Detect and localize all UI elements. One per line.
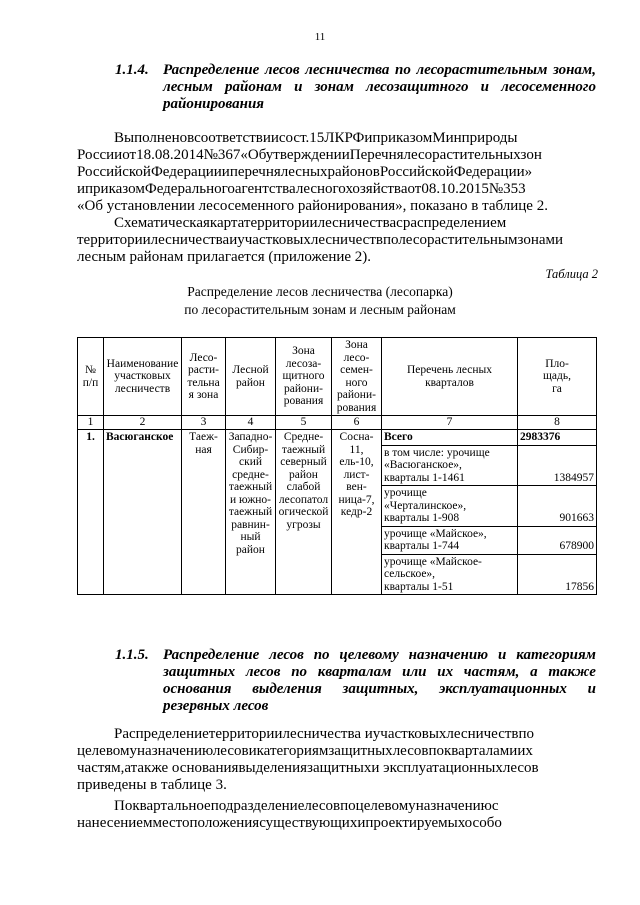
heading-line — [163, 79, 596, 96]
text-line — [77, 232, 596, 249]
word: Федерации — [150, 164, 222, 180]
word: и — [555, 232, 564, 248]
word: основания — [168, 760, 239, 776]
word: 367 — [217, 147, 241, 163]
word: их — [437, 664, 454, 680]
word: и — [77, 181, 86, 197]
column-number: 7 — [382, 416, 518, 430]
protection-zone: Средне- таежный северный район слабой лесопатол огической угрозы — [276, 430, 332, 595]
word: территории — [243, 215, 318, 231]
table-label: Таблица 2 — [545, 267, 598, 281]
word: по — [428, 743, 444, 759]
word: РФ — [344, 130, 365, 146]
word: целевому — [339, 647, 399, 663]
word: районов — [327, 164, 380, 180]
heading-line: районирования — [163, 96, 265, 112]
column-number: 3 — [182, 416, 226, 430]
word: соответствии — [194, 130, 279, 146]
word: утверждении — [265, 147, 350, 163]
header-cell: № п/п — [78, 338, 104, 416]
table-row — [78, 430, 597, 446]
word: и — [248, 743, 257, 759]
word: также — [130, 760, 169, 776]
header-cell: Зона лесоза- щитного райони- рования — [276, 338, 332, 416]
text-line — [77, 760, 596, 777]
word: лесов — [392, 743, 429, 759]
word: № — [488, 181, 504, 197]
word: целевому — [355, 798, 416, 814]
word: 08.10.2015 — [421, 181, 489, 197]
word: и — [221, 164, 230, 180]
word: Минприроды — [432, 130, 518, 146]
word: с — [396, 215, 403, 231]
column-number: 5 — [276, 416, 332, 430]
word: по — [518, 726, 535, 742]
header-cell: Лесной район — [226, 338, 276, 416]
word: районам — [224, 79, 282, 95]
word: существующих — [259, 815, 358, 831]
word: Схематическая — [114, 215, 210, 231]
word: лесосеменного — [501, 79, 596, 95]
text-line — [77, 130, 596, 147]
word: особо — [464, 815, 502, 831]
section-number: 1.1.4. — [115, 62, 149, 78]
text-line — [77, 215, 596, 232]
paragraph-map — [77, 215, 596, 266]
word: и — [498, 647, 507, 663]
forest-district: Западно- Сибир- ский средне- таежный и южно- таежный равнин- ный район — [226, 430, 276, 595]
word: Российской — [379, 164, 454, 180]
word: территории — [77, 232, 151, 248]
word: по — [291, 664, 308, 680]
word: защитных — [307, 760, 372, 776]
word: лесничеств — [310, 232, 383, 248]
word: Выполнено — [114, 130, 188, 146]
column-number: 6 — [332, 416, 382, 430]
word: № — [203, 147, 218, 163]
total-label: Всего — [382, 430, 518, 446]
column-number: 2 — [104, 416, 182, 430]
text-line — [77, 743, 596, 760]
header-cell: Наименование участковых лесничеств — [104, 338, 182, 416]
word: карта — [209, 215, 244, 231]
heading-line — [163, 647, 596, 664]
area-value: 17856 — [518, 554, 597, 595]
section-heading-1-1-5 — [0, 647, 640, 717]
area-value: 1384957 — [518, 445, 597, 486]
word: Перечня — [349, 147, 404, 163]
text-line — [77, 726, 596, 743]
page-number: 11 — [314, 31, 326, 43]
heading-line — [163, 681, 596, 698]
word: и — [509, 743, 518, 759]
word: по — [313, 647, 330, 663]
word: защитных, — [342, 681, 419, 697]
table-title-line: Распределение лесов лесничества (лесопарка) — [187, 284, 453, 299]
table-header-row — [78, 338, 597, 416]
table-title — [0, 283, 640, 319]
word: Распределение — [114, 726, 209, 742]
text-line — [77, 164, 596, 181]
word: со — [278, 130, 294, 146]
word: лесорастительным — [416, 62, 548, 78]
heading-line — [163, 664, 596, 681]
heading-line — [163, 62, 596, 79]
word: и — [587, 681, 596, 697]
word: лесных — [280, 164, 328, 180]
word: участковых — [237, 232, 311, 248]
word: Российской — [77, 164, 151, 180]
header-cell: Перечень лесных кварталов — [382, 338, 518, 416]
word: зонам — [314, 79, 354, 95]
word: Поквартальное — [114, 798, 211, 814]
word: и — [294, 79, 303, 95]
word: лесничеств — [446, 726, 519, 742]
text-line: «Об установлении лесосеменного районирования», показано в таблице 2. — [77, 198, 548, 214]
quarter-list: урочище «Майское- сельское», кварталы 1-51 — [382, 554, 518, 595]
word: защитных — [163, 664, 236, 680]
word: лесов — [502, 760, 539, 776]
word: проектируемых — [365, 815, 465, 831]
word: 18.08.2014 — [136, 147, 204, 163]
section-heading-1-1-4 — [0, 62, 640, 122]
word: лесного — [295, 181, 346, 197]
word: лесов — [269, 647, 304, 663]
word: защитных — [328, 743, 393, 759]
word: или — [402, 664, 427, 680]
word: лесничества — [150, 232, 230, 248]
word: кварталам — [443, 743, 510, 759]
word: хозяйства — [345, 181, 408, 197]
word: лесничества — [317, 215, 397, 231]
total-area: 2983376 — [518, 430, 597, 446]
word: от — [407, 181, 422, 197]
word: ст. — [293, 130, 310, 146]
word: Федерации» — [453, 164, 533, 180]
word: распределением — [402, 215, 507, 231]
header-cell: Зона лесо- семен- ного райони- рования — [332, 338, 382, 416]
column-number: 4 — [226, 416, 276, 430]
word: категориям — [516, 647, 596, 663]
word: также — [548, 664, 596, 680]
word: по — [340, 798, 356, 814]
section-number: 1.1.5. — [115, 647, 149, 663]
header-cell: Лесо- расти- тельна я зона — [182, 338, 226, 416]
word: целевому — [77, 743, 138, 759]
word: а — [124, 760, 131, 776]
word: зонам, — [552, 62, 596, 78]
word: частям, — [463, 664, 520, 680]
word: перечня — [229, 164, 281, 180]
area-value: 678900 — [518, 526, 597, 554]
word: приказом — [372, 130, 433, 146]
word: Распределение — [163, 647, 260, 663]
word: лесов — [304, 798, 341, 814]
vegetation-zone: Таеж- ная — [182, 430, 226, 595]
word: 15 — [309, 130, 325, 146]
forestry-name: Васюганское — [104, 430, 182, 595]
word: лесов — [245, 664, 281, 680]
word: зон — [520, 147, 542, 163]
forest-distribution-table — [77, 337, 597, 595]
word: и — [364, 130, 373, 146]
word: зонам — [517, 232, 556, 248]
word: эксплуатационных — [439, 681, 567, 697]
heading-line: резервных лесов — [163, 698, 269, 714]
word: лесов — [212, 743, 249, 759]
word: лесным — [163, 79, 213, 95]
word: в — [187, 130, 195, 146]
word: а — [530, 664, 538, 680]
paragraph-distribution — [77, 726, 596, 794]
word: «Об — [240, 147, 266, 163]
word: лесничества — [282, 726, 362, 742]
word: лесничества — [305, 62, 390, 78]
word: подразделение — [210, 798, 305, 814]
word: и — [361, 726, 373, 742]
word: и — [480, 79, 489, 95]
word: лесорастительным — [398, 232, 518, 248]
word: по — [394, 62, 411, 78]
word: лесорастительных — [403, 147, 521, 163]
text-line — [77, 798, 596, 815]
text-line — [77, 815, 596, 832]
word: выделения — [238, 760, 308, 776]
quarter-list: урочище «Майское», кварталы 1-744 — [382, 526, 518, 554]
column-number: 8 — [518, 416, 597, 430]
word: выделения — [252, 681, 322, 697]
word: участковых — [372, 726, 447, 742]
word: лесов — [264, 62, 300, 78]
text-line — [77, 147, 596, 164]
word: частям, — [77, 760, 125, 776]
column-number-row — [78, 416, 597, 430]
word: Федерального — [144, 181, 235, 197]
word: ЛК — [324, 130, 345, 146]
word: их — [517, 743, 533, 759]
word: лесозащитного — [366, 79, 469, 95]
word: основания — [163, 681, 232, 697]
word: назначению — [137, 743, 213, 759]
word: нанесением — [77, 815, 153, 831]
word: территории — [208, 726, 283, 742]
text-line: лесным районам прилагается (приложение 2). — [77, 249, 372, 265]
word: от — [122, 147, 137, 163]
area-value: 901663 — [518, 486, 597, 527]
word: России — [77, 147, 123, 163]
word: местоположения — [152, 815, 260, 831]
word: назначению — [415, 798, 492, 814]
word: агентства — [234, 181, 296, 197]
word: категориям — [256, 743, 329, 759]
word: кварталам — [317, 664, 392, 680]
text-line — [77, 181, 596, 198]
seed-zone: Сосна- 11, ель-10, лист- вен- ница-7, кедр-2 — [332, 430, 382, 595]
word: с — [491, 798, 499, 814]
quarter-list: в том числе: урочище «Васюганское», кварталы 1-1461 — [382, 445, 518, 486]
quarter-list: урочище «Черталинское», кварталы 1-908 — [382, 486, 518, 527]
word: назначению — [408, 647, 489, 663]
text-line: приведены в таблице 3. — [77, 777, 227, 793]
word: Распределение — [163, 62, 260, 78]
word: и — [357, 815, 366, 831]
word: эксплуатационных — [379, 760, 503, 776]
paragraph-quarterly — [77, 798, 596, 832]
word: по — [382, 232, 399, 248]
table-title-line: по лесорастительным зонам и лесным районам — [184, 302, 456, 317]
paragraph-regulation — [77, 130, 596, 215]
word: и — [229, 232, 238, 248]
row-number: 1. — [78, 430, 104, 595]
word: 353 — [503, 181, 526, 197]
word: и — [371, 760, 380, 776]
column-number: 1 — [78, 416, 104, 430]
header-cell: Пло- щадь, га — [518, 338, 597, 416]
word: приказом — [85, 181, 145, 197]
